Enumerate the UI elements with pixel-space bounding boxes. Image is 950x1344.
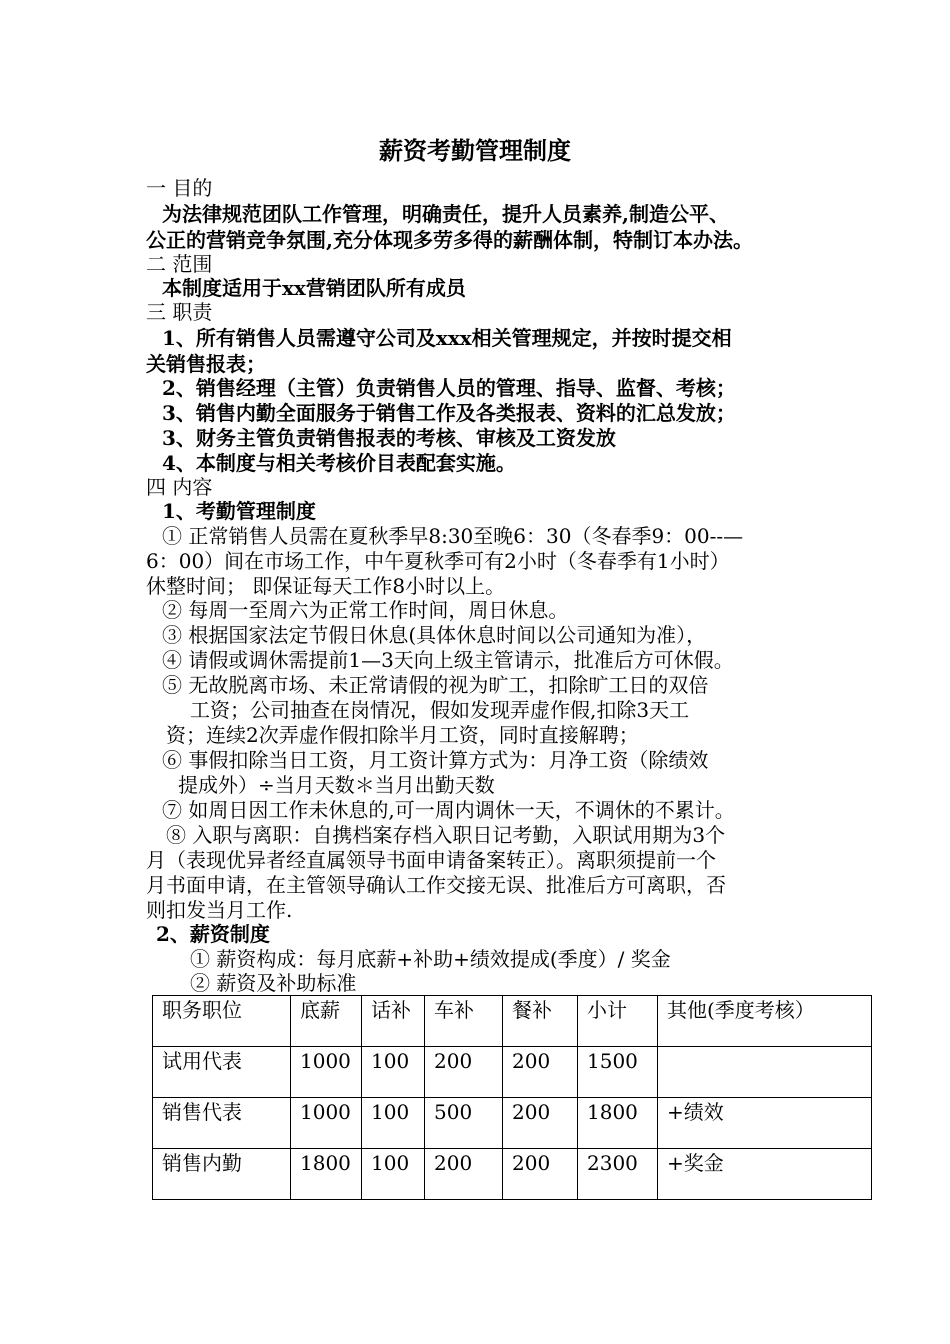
attendance-rule-8: 月书面申请，在主管领导确认工作交接无误、批准后方可离职，否 <box>146 873 726 897</box>
table-row <box>153 1149 872 1200</box>
table-cell: 200 <box>503 1149 578 1200</box>
salary-rule-2: ② 薪资及补助标准 <box>190 971 357 995</box>
attendance-rule-2: ② 每周一至周六为正常工作时间，周日休息。 <box>162 598 569 622</box>
attendance-rule-1: 休整时间； 即保证每天工作8小时以上。 <box>146 574 506 598</box>
table-cell: 1000 <box>291 1047 362 1098</box>
section-1-heading: 一 目的 <box>146 176 213 200</box>
table-cell: 试用代表 <box>153 1047 291 1098</box>
attendance-subheading: 1、考勤管理制度 <box>162 499 316 523</box>
table-header-cell: 车补 <box>425 996 503 1047</box>
attendance-rule-1: ① 正常销售人员需在夏秋季早8:30至晚6：30（冬春季9：00--— <box>162 524 744 548</box>
section-4-heading: 四 内容 <box>146 475 213 499</box>
table-cell: 500 <box>425 1098 503 1149</box>
attendance-rule-3: ③ 根据国家法定节假日休息(具体休息时间以公司通知为准）， <box>162 623 707 647</box>
duty-item-3b: 3、财务主管负责销售报表的考核、审核及工资发放 <box>162 426 616 450</box>
table-cell: 1500 <box>578 1047 658 1098</box>
table-cell: 200 <box>425 1149 503 1200</box>
section-1-text: 公正的营销竞争氛围,充分体现多劳多得的薪酬体制，特制订本办法。 <box>146 228 753 252</box>
attendance-rule-8: 月（表现优异者经直属领导书面申请备案转正）。离职须提前一个 <box>146 848 716 872</box>
table-cell: 200 <box>425 1047 503 1098</box>
table-header-cell: 其他(季度考核） <box>658 996 872 1047</box>
duty-item-4: 4、本制度与相关考核价目表配套实施。 <box>162 451 516 475</box>
table-header-cell: 餐补 <box>503 996 578 1047</box>
table-header-cell: 底薪 <box>291 996 362 1047</box>
section-2-text: 本制度适用于xx营销团队所有成员 <box>162 276 466 300</box>
attendance-rule-4: ④ 请假或调休需提前1—3天向上级主管请示，批准后方可休假。 <box>162 648 734 672</box>
table-cell: 2300 <box>578 1149 658 1200</box>
table-cell: 1800 <box>578 1098 658 1149</box>
table-row <box>153 1098 872 1149</box>
table-header-cell: 职务职位 <box>153 996 291 1047</box>
attendance-rule-8: ⑧ 入职与离职：自携档案存档入职日记考勤，入职试用期为3个 <box>166 823 726 847</box>
table-cell: +绩效 <box>658 1098 872 1149</box>
table-cell: 200 <box>503 1098 578 1149</box>
table-cell: 1000 <box>291 1098 362 1149</box>
attendance-rule-7: ⑦ 如周日因工作未休息的,可一周内调休一天，不调休的不累计。 <box>162 798 735 822</box>
table-cell: +奖金 <box>658 1149 872 1200</box>
duty-item-1: 1、所有销售人员需遵守公司及xxx相关管理规定，并按时提交相 <box>162 326 732 350</box>
salary-rule-1: ① 薪资构成：每月底薪+补助+绩效提成(季度）/ 奖金 <box>190 947 671 971</box>
table-cell: 200 <box>503 1047 578 1098</box>
attendance-rule-6: ⑥ 事假扣除当日工资，月工资计算方式为：月净工资（除绩效 <box>162 748 709 772</box>
attendance-rule-1: 6：00）间在市场工作，中午夏秋季可有2小时（冬春季有1小时） <box>146 549 730 573</box>
salary-subheading: 2、薪资制度 <box>156 922 270 946</box>
attendance-rule-5: ⑤ 无故脱离市场、未正常请假的视为旷工，扣除旷工日的双倍 <box>162 673 709 697</box>
table-cell: 销售代表 <box>153 1098 291 1149</box>
document-title: 薪资考勤管理制度 <box>379 136 571 165</box>
table-cell: 销售内勤 <box>153 1149 291 1200</box>
duty-item-2: 2、销售经理（主管）负责销售人员的管理、指导、监督、考核； <box>162 376 736 400</box>
table-header-cell: 小计 <box>578 996 658 1047</box>
table-cell <box>658 1047 872 1098</box>
attendance-rule-5: 工资；公司抽查在岗情况，假如发现弄虚作假,扣除3天工 <box>190 698 690 722</box>
attendance-rule-6: 提成外）÷当月天数＊当月出勤天数 <box>178 773 495 797</box>
section-2-heading: 二 范围 <box>146 252 213 276</box>
duty-item-1: 关销售报表； <box>146 352 266 376</box>
duty-item-3a: 3、销售内勤全面服务于销售工作及各类报表、资料的汇总发放； <box>162 401 736 425</box>
attendance-rule-8: 则扣发当月工作. <box>146 898 293 922</box>
table-cell: 100 <box>362 1149 425 1200</box>
attendance-rule-5: 资；连续2次弄虚作假扣除半月工资，同时直接解聘； <box>166 723 639 747</box>
table-cell: 1800 <box>291 1149 362 1200</box>
salary-table <box>152 995 872 1200</box>
table-row <box>153 1047 872 1098</box>
section-1-text: 为法律规范团队工作管理，明确责任，提升人员素养,制造公平、 <box>162 202 729 226</box>
table-header-cell: 话补 <box>362 996 425 1047</box>
table-cell: 100 <box>362 1047 425 1098</box>
section-3-heading: 三 职责 <box>146 300 213 324</box>
table-header-row <box>153 996 872 1047</box>
table-cell: 100 <box>362 1098 425 1149</box>
